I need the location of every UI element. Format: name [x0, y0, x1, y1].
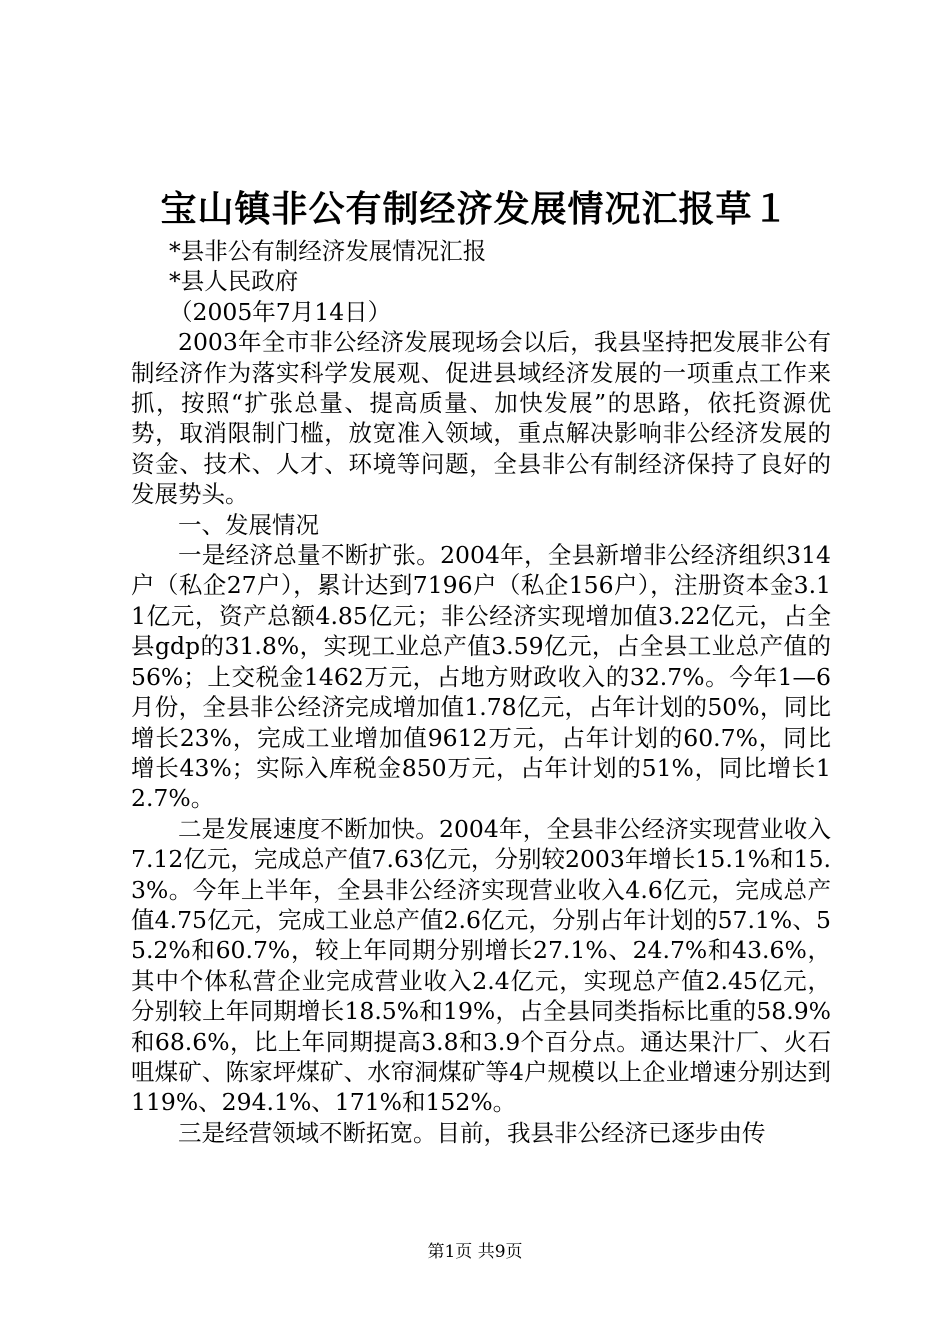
paragraph-economic-total: 一是经济总量不断扩张。2004年，全县新增非公经济组织314户（私企27户），累计达到7196户（私企156户），注册资本金3.11亿元，资产总额4.85亿元；非公经济实现增加值3.22亿元，占全县gdp的31.8%，实现工业总产值3.59亿元，占全县工业总产值的56%；上交税金1462万元，占地方财政收入的32.7%。今年1—6月份，全县非公经济完成增加值1.78亿元，占年计划的50%，同比增长23%，完成工业增加值9612万元，占年计划的60.7%，同比增长43%；实际入库税金850万元，占年计划的51%，同比增长12.7%。	[131, 541, 831, 813]
document-title: 宝山镇非公有制经济发展情况汇报草１	[160, 188, 790, 230]
page-footer: 第1页 共9页	[427, 1242, 523, 1262]
report-date: （2005年7月14日）	[169, 297, 392, 326]
paragraph-growth-speed: 二是发展速度不断加快。2004年，全县非公经济实现营业收入7.12亿元，完成总产值7.63亿元，分别较2003年增长15.1%和15.3%。今年上半年，全县非公经济实现营业收入4.6亿元，完成总产值4.75亿元，完成工业总产值2.6亿元，分别占年计划的57.1%、55.2%和60.7%，较上年同期分别增长27.1%、24.7%和43.6%，其中个体私营企业完成营业收入2.4亿元，实现总产值2.45亿元，分别较上年同期增长18.5%和19%，占全县同类指标比重的58.9%和68.6%，比上年同期提高3.8和3.9个百分点。通达果汁厂、火石咀煤矿、陈家坪煤矿、水帘洞煤矿等4户规模以上企业增速分别达到119%、294.1%、171%和152%。	[131, 814, 831, 1117]
paragraph-intro: 2003年全市非公经济发展现场会以后，我县坚持把发展非公有制经济作为落实科学发展观、促进县域经济发展的一项重点工作来抓，按照“扩张总量、提高质量、加快发展”的思路，依托资源优势，取消限制门槛，放宽准入领域，重点解决影响非公经济发展的资金、技术、人才、环境等问题，全县非公有制经济保持了良好的发展势头。	[131, 328, 831, 509]
section-heading: 一、发展情况	[178, 510, 319, 539]
report-issuer: *县人民政府	[169, 267, 299, 296]
report-subtitle: *县非公有制经济发展情况汇报	[169, 237, 487, 265]
document-body	[131, 236, 831, 1148]
paragraph-business-fields: 三是经营领域不断拓宽。目前，我县非公经济已逐步由传	[178, 1118, 766, 1147]
